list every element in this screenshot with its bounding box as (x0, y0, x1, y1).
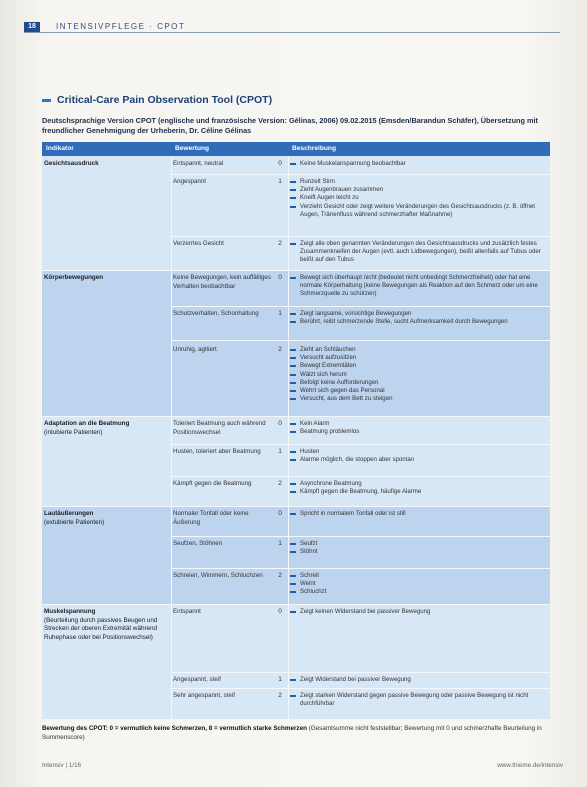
row-divider (171, 476, 550, 477)
description-item: Asynchrone Beatmung (290, 480, 546, 488)
rating-label: Husten, toleriert aber Beatmung (173, 448, 261, 455)
rating-score: 1 (278, 178, 282, 185)
rating-score: 2 (278, 692, 282, 699)
rating-label: Unruhig, agitiert (173, 346, 217, 353)
row-divider (171, 688, 550, 689)
description-item: Schreit (290, 572, 546, 580)
header-indikator: Indikator (46, 145, 74, 152)
description-item: Bewegt sich überhaupt nicht (bedeutet nicht unbedingt Schmerzfreiheit) oder hat eine normale Körperhaltung (keine Bewegungen als Reaktion auf den Schmerz oder um eine Schmerzquelle zu schützen) (290, 274, 546, 299)
heading-text: Critical-Care Pain Observation Tool (CPOT) (57, 94, 273, 106)
rating-label: Schutzverhalten, Schonhaltung (173, 310, 259, 317)
rating-label: Kämpft gegen die Beatmung (173, 480, 252, 487)
description-item: Bewegt Extremitäten (290, 362, 546, 370)
description-item: Zieht Augenbrauen zusammen (290, 186, 546, 194)
description-item: Zeigt starken Widerstand gegen passive Bewegung oder passive Bewegung ist nicht durchführbar (290, 692, 546, 708)
description-item: Weint (290, 580, 546, 588)
rating-score: 2 (278, 572, 282, 579)
rating-description (290, 510, 546, 518)
indicator-gesichtsausdruck: Gesichtsausdruck (44, 160, 99, 167)
description-item: Kämpft gegen die Beatmung, häufige Alarme (290, 488, 546, 496)
description-item: Kein Alarm (290, 420, 546, 428)
rating-score: 2 (278, 346, 282, 353)
cpot-table (42, 142, 550, 719)
description-item: Beatmung problemlos (290, 428, 546, 436)
row-divider (171, 340, 550, 341)
rating-description (290, 540, 546, 556)
row-divider (171, 174, 550, 175)
rating-score: 0 (278, 274, 282, 281)
rating-score: 1 (278, 448, 282, 455)
rating-label: Entspannt (173, 608, 201, 615)
rating-description (290, 310, 546, 326)
article-heading (42, 94, 272, 106)
description-item: Zieht an Schläuchen (290, 346, 546, 354)
rating-score: 0 (278, 420, 282, 427)
row-divider (171, 568, 550, 569)
rating-label: Verzerrtes Gesicht (173, 240, 224, 247)
rating-label: Sehr angespannt, steif (173, 692, 235, 699)
rating-description (290, 274, 546, 299)
group-divider (42, 506, 550, 507)
rating-label: Entspannt, neutral (173, 160, 224, 167)
rating-score: 0 (278, 608, 282, 615)
footnote-text: (Gesamtsumme nicht feststellbar; Bewertung mit 0 und schmerzhafte Beurteilung in Summenscore) (42, 725, 542, 741)
table-subtitle: Deutschsprachige Version CPOT (englische und französische Version: Gélinas, 2006) 09.02.2015 (Emsden/Barandun Schäfer), Übersetzung mit freundlicher Genehmigung der Urheberin, Dr. Céline Gélinas (42, 116, 538, 135)
rating-description (290, 420, 546, 436)
rating-description (290, 572, 546, 597)
rating-score: 0 (278, 160, 282, 167)
rating-label: Keine Bewegungen, kein auffälliges Verhalten beobachtbar (173, 274, 271, 290)
description-item: Zeigt Widerstand bei passiver Bewegung (290, 676, 546, 684)
indicator-beatmung: Adaptation an die Beatmung (intubierte Patienten) (44, 420, 130, 436)
description-item: Befolgt keine Aufforderungen (290, 379, 546, 387)
description-item: Alarme möglich, die stoppen aber spontan (290, 456, 546, 464)
rating-description (290, 160, 546, 168)
description-item: Wehrt sich gegen das Personal (290, 387, 546, 395)
description-item: Berührt, reibt schmerzende Stelle, sucht Aufmerksamkeit durch Bewegungen (290, 318, 546, 326)
description-item: Keine Muskelanspannung beobachtbar (290, 160, 546, 168)
description-item: Zeigt langsame, vorsichtige Bewegungen (290, 310, 546, 318)
row-divider (171, 306, 550, 307)
description-item: Stöhnt (290, 548, 546, 556)
description-item: Seufzt (290, 540, 546, 548)
description-item: Versucht, aus dem Bett zu steigen (290, 395, 546, 403)
row-divider (171, 444, 550, 445)
indicator-muskelspannung: Muskelspannung (Beurteilung durch passives Beugen und Strecken der oberen Extremität während Ruhephase oder bei Positionswechsel) (44, 608, 158, 641)
heading-bullet-icon (42, 99, 51, 102)
rating-description (290, 448, 546, 464)
table-header (42, 142, 550, 156)
rating-description (290, 240, 546, 265)
rating-score: 0 (278, 510, 282, 517)
description-item: Husten (290, 448, 546, 456)
description-item: Spricht in normalem Tonfall oder ist still (290, 510, 546, 518)
rating-label: Normaler Tonfall oder keine Äußerung (173, 510, 249, 526)
column-divider (288, 156, 289, 719)
row-divider (171, 672, 550, 673)
rating-label: Angespannt, steif (173, 676, 221, 683)
table-footnote (42, 724, 554, 742)
header-beschreibung: Beschreibung (292, 145, 336, 152)
description-item: Wälzt sich herum (290, 371, 546, 379)
rating-description (290, 608, 546, 616)
rating-description (290, 480, 546, 496)
group-divider (42, 416, 550, 417)
description-item: Zeigt alle oben genannten Veränderungen des Gesichtsausdrucks und zusätzlich festes Zusammenkneifen der Augen (evtl. auch Lidbewegungen), beißt allenfalls auf Tubus oder beißt auf den Tubus (290, 240, 546, 265)
rating-score: 2 (278, 480, 282, 487)
page-number: 18 (24, 22, 40, 32)
description-item: Zeigt keinen Widerstand bei passiver Bewegung (290, 608, 546, 616)
rating-score: 1 (278, 676, 282, 683)
rating-label: Schreien, Wimmern, Schluchzen (173, 572, 263, 579)
description-item: Kneift Augen leicht zu (290, 194, 546, 202)
rating-score: 2 (278, 240, 282, 247)
rating-score: 1 (278, 310, 282, 317)
description-item: Verzieht Gesicht oder zeigt weitere Veränderungen des Gesichtsausdrucks (z. B. öffnet Augen, Tränenfluss während schmerzhafter Maßnahme) (290, 203, 546, 219)
rating-label: Seufzen, Stöhnen (173, 540, 223, 547)
group-divider (42, 270, 550, 271)
footer-url: www.thieme.de/intensiv (497, 762, 563, 769)
column-divider (171, 156, 172, 719)
footer-journal: Intensiv | 1/16 (42, 762, 82, 769)
description-item: Runzelt Stirn (290, 178, 546, 186)
rating-description (290, 676, 546, 684)
rating-score: 1 (278, 540, 282, 547)
row-divider (171, 536, 550, 537)
indicator-koerperbewegungen: Körperbewegungen (44, 274, 104, 281)
description-item: Versucht aufzusitzen (290, 354, 546, 362)
rating-label: Angespannt (173, 178, 207, 185)
indicator-lautaeusserungen: Lautäußerungen (extubierte Patienten) (44, 510, 105, 526)
header-bewertung: Bewertung (175, 145, 210, 152)
rating-description (290, 178, 546, 219)
rating-description (290, 346, 546, 403)
description-item: Schluchzt (290, 588, 546, 596)
footnote-bold: Bewertung des CPOT: 0 = vermutlich keine Schmerzen, 8 = vermutlich starke Schmerzen (42, 725, 307, 732)
group-divider (42, 604, 550, 605)
row-divider (171, 236, 550, 237)
rating-description (290, 692, 546, 708)
section-title: INTENSIVPFLEGE · CPOT (56, 22, 186, 31)
rating-label: Toleriert Beatmung auch während Positionswechsel (173, 420, 266, 436)
